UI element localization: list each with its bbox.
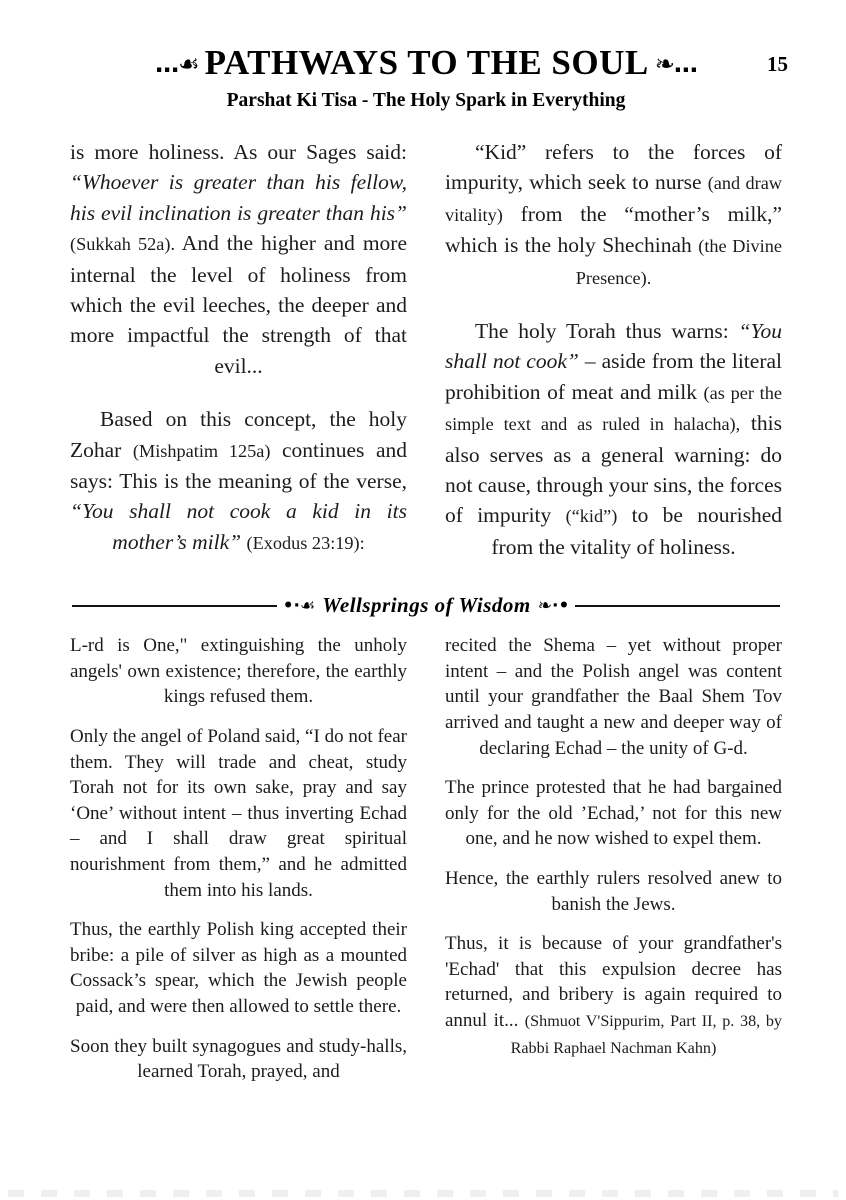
text-segment: (Sukkah 52a). xyxy=(70,234,176,255)
divider-title: Wellsprings of Wisdom xyxy=(322,593,531,618)
text-segment: (“kid”) xyxy=(565,506,618,527)
divider-label-wrap xyxy=(277,593,576,618)
paragraph xyxy=(445,137,782,293)
text-segment: Hence, the earthly rulers resolved anew to banish the Jews. xyxy=(445,868,782,915)
text-segment: Soon they built synagogues and study-halls, learned Torah, prayed, and xyxy=(70,1035,407,1083)
text-segment: continues and says: This is the meaning of the verse, xyxy=(70,437,407,494)
text-segment: “You shall not cook a kid in its mother’s milk” xyxy=(70,499,407,554)
text-segment: And the higher and more internal the level of holiness from which the evil leeches, the deeper and more impactful the strength of that evil... xyxy=(70,231,407,378)
text-segment: (as per the simple text and as ruled in halacha), xyxy=(445,382,782,435)
text-segment: “You shall not cook” xyxy=(445,319,782,374)
paragraph xyxy=(445,775,782,852)
main-left-column xyxy=(70,137,407,585)
paragraph xyxy=(70,724,407,903)
story-columns xyxy=(70,633,782,1099)
paragraph xyxy=(445,931,782,1061)
paragraph xyxy=(70,1034,407,1085)
divider-rule-left xyxy=(72,605,277,607)
text-segment: recited the Shema – yet without proper intent – and the Polish angel was content until your grandfather the Baal Shem Tov arrived and taught a new and deeper way of declaring Echad – the unity of G-d. xyxy=(445,635,782,759)
page-title-line xyxy=(70,42,782,87)
divider-rule-right xyxy=(575,605,780,607)
title-scroll-ornament-right: ❧… xyxy=(654,50,697,78)
text-segment: “Kid” refers to the forces of impurity, which seek to nurse xyxy=(445,140,782,195)
paragraph xyxy=(70,137,407,381)
text-segment: (and draw vitality) xyxy=(445,173,782,225)
paragraph xyxy=(70,404,407,558)
text-segment: (Mishpatim 125a) xyxy=(132,440,271,461)
main-right-column xyxy=(445,137,782,585)
paragraph xyxy=(445,633,782,761)
text-segment: this also serves as a general warning: do not cause, through your sins, the forces of impurity xyxy=(445,411,782,528)
text-segment: The holy Torah thus warns: xyxy=(475,319,739,344)
paragraph xyxy=(70,917,407,1019)
text-segment: from the “mother’s milk,” which is the holy Shechinah xyxy=(445,201,782,258)
page-bottom-scan-artifacts xyxy=(8,1190,838,1197)
paragraph xyxy=(445,316,782,562)
story-right-column xyxy=(445,633,782,1099)
text-segment: – aside from the literal prohibition of meat and milk xyxy=(445,349,782,404)
text-segment: L-rd is One," extinguishing the unholy angels' own existence; therefore, the earthly kings refused them. xyxy=(70,635,407,708)
text-segment: Thus, it is because of your grandfather's 'Echad' that this expulsion decree has returned, and bribery is again required to annul it... xyxy=(445,933,782,1031)
page-header xyxy=(70,42,788,112)
section-divider xyxy=(72,593,780,618)
main-article-columns xyxy=(70,137,782,585)
text-segment: “Whoever is greater than his fellow, his evil inclination is greater than his” xyxy=(70,170,407,225)
divider-flourish-right-icon: ❧·• xyxy=(537,595,570,616)
paragraph xyxy=(445,866,782,917)
text-segment: (Exodus 23:19): xyxy=(246,532,365,553)
divider-flourish-left-icon: •·☙ xyxy=(282,595,316,616)
page-title: PATHWAYS TO THE SOUL xyxy=(204,43,649,82)
text-segment: Only the angel of Poland said, “I do not fear them. They will trade and cheat, study Torah not for its own sake, pray and say ‘One’ without intent – thus inverting Echad – and I shall draw great spiritual nourishment from them,” and he admitted them into his lands. xyxy=(70,726,407,901)
text-segment: (Shmuot V'Sippurim, Part II, p. 38, by Rabbi Raphael Nachman Kahn) xyxy=(510,1013,782,1057)
text-segment: (the Divine Presence). xyxy=(575,236,782,288)
title-scroll-ornament-left: …☙ xyxy=(155,50,199,78)
page-number: 15 xyxy=(767,52,788,76)
text-segment: to be nourished from the vitality of holiness. xyxy=(491,503,782,559)
text-segment: Thus, the earthly Polish king accepted their bribe: a pile of silver as high as a mounted Cossack’s spear, which the Jewish people paid, and were then allowed to settle there. xyxy=(70,919,407,1017)
story-left-column xyxy=(70,633,407,1099)
text-segment: is more holiness. As our Sages said: xyxy=(70,140,407,164)
text-segment: The prince protested that he had bargained only for the old ’Echad,’ not for this new one, and he now wished to expel them. xyxy=(445,777,782,850)
text-segment: Based on this concept, the holy Zohar xyxy=(70,407,407,462)
page-subtitle: Parshat Ki Tisa - The Holy Spark in Everything xyxy=(226,90,626,111)
paragraph xyxy=(70,633,407,710)
